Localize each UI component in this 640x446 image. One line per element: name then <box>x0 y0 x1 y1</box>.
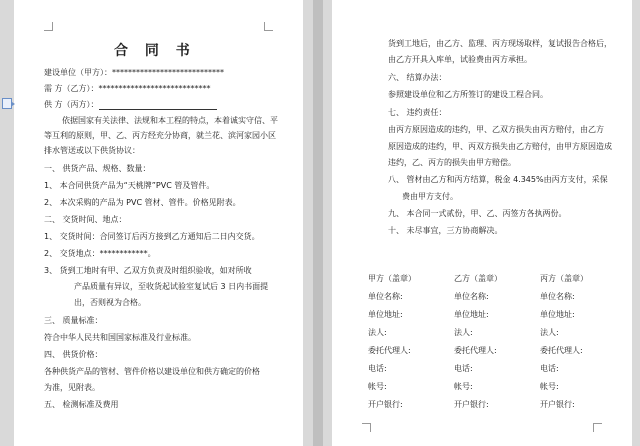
party-b-stamp-label: 乙方（盖章） <box>454 274 502 283</box>
clause: 符合中华人民共和国国家标准及行业标准。 <box>44 333 196 342</box>
margin-mark <box>44 22 53 31</box>
section-heading: 六、 结算办法： <box>388 73 447 82</box>
clause: 费由甲方支付。 <box>402 192 458 201</box>
clause: 2、 本次采购的产品为 PVC 管材、管件。价格见附表。 <box>44 198 241 207</box>
margin-mark <box>593 423 602 432</box>
unit-addr-label: 单位地址: <box>368 310 403 319</box>
intro-line: 依据国家有关法律、法规和本工程的特点，本着诚实守信、平 <box>62 116 278 125</box>
clause: 八、 管材由乙方和丙方结算，税金 4.345%由丙方支付，采保 <box>388 175 608 184</box>
clause: 产品质量有异议，至收货起试验室复试后 3 日内书面提 <box>74 282 269 291</box>
legal-label: 法人: <box>368 328 387 337</box>
bank-label: 开户银行: <box>454 400 489 409</box>
legal-label: 法人: <box>540 328 559 337</box>
clause: 参照建设单位和乙方所签订的建设工程合同。 <box>388 90 548 99</box>
unit-name-label: 单位名称: <box>454 292 489 301</box>
unit-addr-label: 单位地址: <box>454 310 489 319</box>
intro-line: 排水管送或以下供货协议： <box>44 146 140 155</box>
clause: 货到工地后，由乙方、监理、丙方现场取样，复试报告合格后， <box>388 39 612 48</box>
intro-line: 等互利的原则，甲、乙、丙方经充分协商，就兰花、滨河家园小区 <box>44 131 276 140</box>
clause: 1、 本合同供货产品为“天桃牌”PVC 管及管件。 <box>44 181 215 190</box>
party-a-line <box>44 68 224 78</box>
account-label: 帐号: <box>540 382 559 391</box>
margin-mark <box>362 423 371 432</box>
contract-title: 合 同 书 <box>114 43 196 59</box>
unit-name-label: 单位名称: <box>368 292 403 301</box>
section-heading: 三、 质量标准： <box>44 316 103 325</box>
section-heading: 四、 供货价格： <box>44 350 103 359</box>
page-gutter <box>313 0 323 446</box>
clause: 十、 未尽事宜，三方协商解决。 <box>388 226 503 235</box>
agent-label: 委托代理人: <box>368 346 411 355</box>
agent-label: 委托代理人: <box>540 346 583 355</box>
party-c-blank[interactable] <box>99 101 217 110</box>
clause: 1、 交货时间：合同签订后丙方接到乙方通知后二日内交货。 <box>44 232 260 241</box>
party-c-label: 供 方（丙方）： <box>44 100 99 109</box>
phone-label: 电话: <box>368 364 387 373</box>
bank-label: 开户银行: <box>540 400 575 409</box>
right-page <box>332 0 632 446</box>
phone-label: 电话: <box>454 364 473 373</box>
legal-label: 法人: <box>454 328 473 337</box>
party-a-label: 建设单位（甲方）： <box>44 68 112 77</box>
document-map-icon[interactable] <box>2 98 12 109</box>
party-b-label: 需 方（乙方）： <box>44 84 99 93</box>
clause: 各种供货产品的管材、管件价格以建设单位和供方确定的价格 <box>44 367 260 376</box>
clause: 违约，乙、丙方的损失由甲方赔偿。 <box>388 158 516 167</box>
section-heading: 二、 交货时间、地点： <box>44 215 127 224</box>
clause: 2、 交货地点：************。 <box>44 249 156 258</box>
bank-label: 开户银行: <box>368 400 403 409</box>
clause: 3、 货到工地时有甲、乙双方负责及时组织验收，如对所收 <box>44 266 252 275</box>
clause: 为准，见附表。 <box>44 383 100 392</box>
section-heading: 一、 供货产品、规格、数量： <box>44 164 151 173</box>
agent-label: 委托代理人: <box>454 346 497 355</box>
clause: 出，否则视为合格。 <box>74 298 146 307</box>
party-a-value: **************************** <box>112 68 224 77</box>
party-b-value: **************************** <box>98 84 211 93</box>
margin-mark <box>264 22 273 31</box>
party-c-line <box>44 100 217 110</box>
party-b-line <box>44 84 211 94</box>
phone-label: 电话: <box>540 364 559 373</box>
account-label: 帐号: <box>368 382 387 391</box>
unit-name-label: 单位名称: <box>540 292 575 301</box>
section-heading: 七、 违约责任： <box>388 108 447 117</box>
party-a-stamp-label: 甲方（盖章） <box>368 274 416 283</box>
clause: 原因造成的违约，甲、丙双方损失由乙方赔付，由甲方原因造成 <box>388 142 612 151</box>
account-label: 帐号: <box>454 382 473 391</box>
unit-addr-label: 单位地址: <box>540 310 575 319</box>
clause: 九、 本合同一式贰份，甲、乙、丙签方各执两份。 <box>388 209 567 218</box>
section-heading: 五、 检测标准及费用 <box>44 400 119 409</box>
party-c-stamp-label: 丙方（盖章） <box>540 274 588 283</box>
left-page <box>14 0 303 446</box>
clause: 由乙方开具入库单，试验费由丙方承担。 <box>388 55 532 64</box>
clause: 由丙方原因造成的违约，甲、乙双方损失由丙方赔付，由乙方 <box>388 125 604 134</box>
